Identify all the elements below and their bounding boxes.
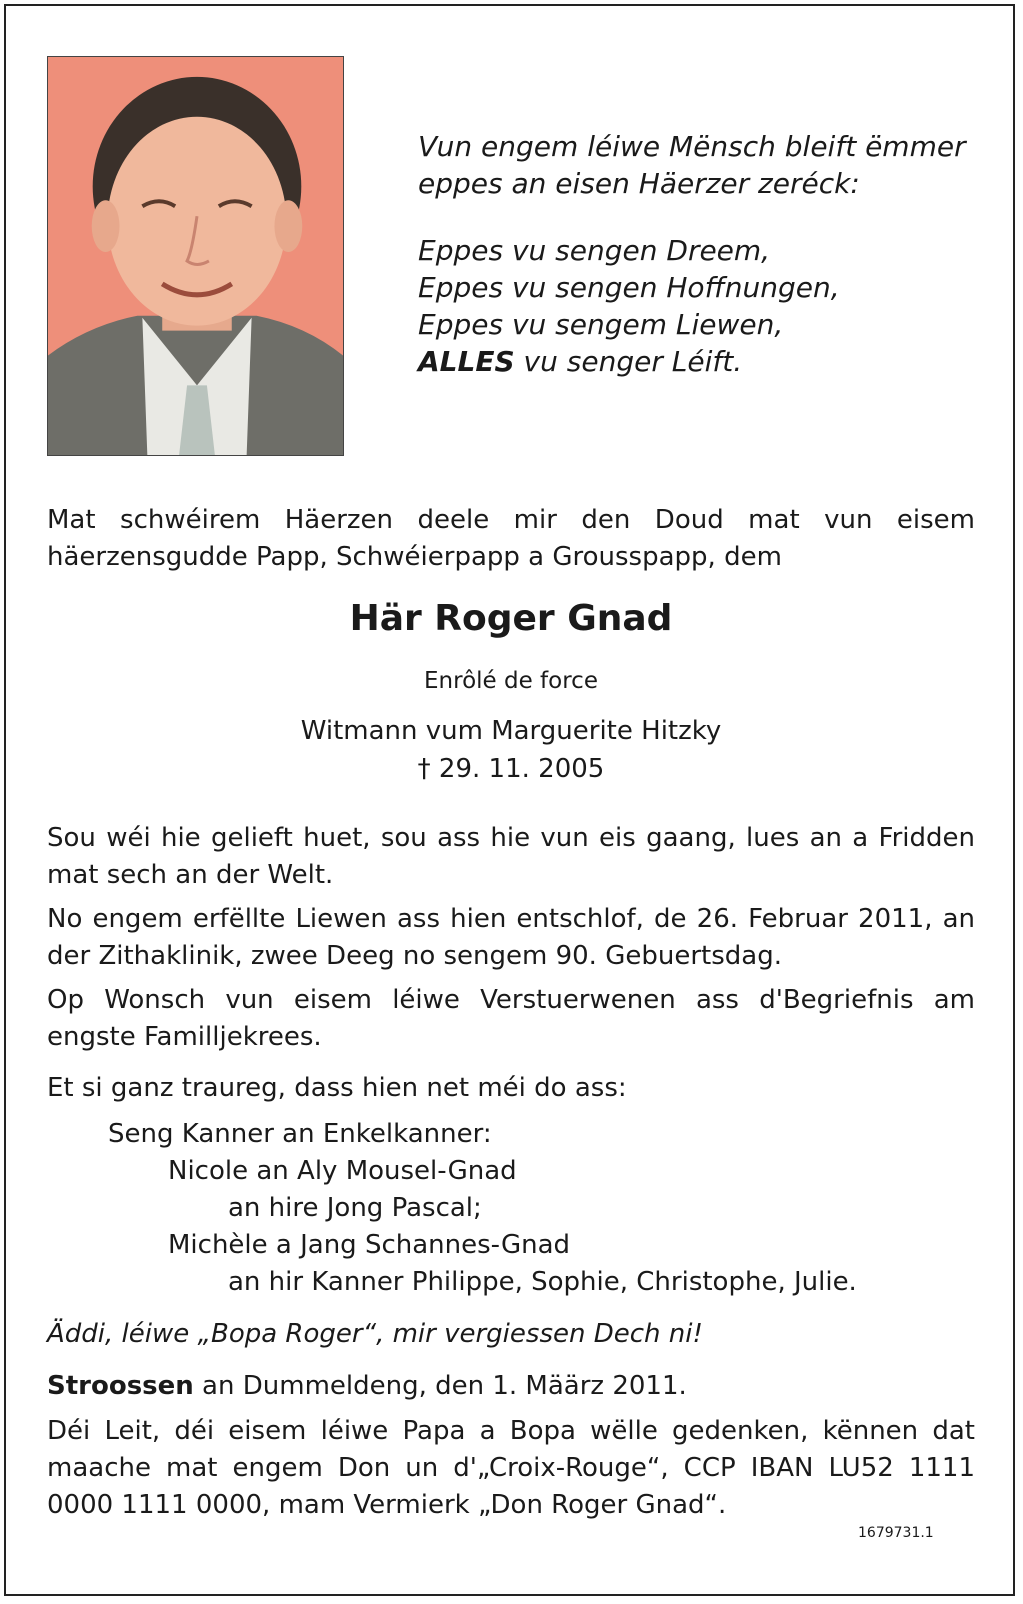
body-paragraph-2: No engem erfëllte Liewen ass hien entschlof, de 26. Februar 2011, an der Zithaklinik, zwee Deeg no sengem 90. Gebuertsdag. [47,904,975,971]
poem-line: Eppes vu sengen Hoffnungen, [418,271,840,304]
spouse-death-date: † 29. 11. 2005 [417,754,605,784]
family-child-2: Michèle a Jang Schannes-Gnad [168,1230,571,1260]
poem [418,128,966,380]
reference-number: 1679731.1 [858,1525,934,1541]
family-heading: Seng Kanner an Enkelkanner: [108,1119,492,1149]
place-date-line [47,1368,975,1405]
farewell-line: Äddi, léiwe „Bopa Roger“, mir vergiessen Dech ni! [47,1319,703,1349]
body-paragraph-4: Et si ganz traureg, dass hien net méi do ass: [47,1073,627,1103]
body-paragraph-1: Sou wéi hie gelieft huet, sou ass hie vun eis gaang, lues an a Fridden mat sech an der Welt. [47,823,975,890]
donation-text: Déi Leit, déi eisem léiwe Papa a Bopa wëlle gedenken, kënnen dat maache mat engem Don un d'„Croix-Rouge“, CCP IBAN LU52 1111 0000 1111 0000, mam Vermierk „Don Roger Gnad“. [47,1416,975,1520]
poem-emphasis: ALLES [418,345,515,378]
intro-text: Mat schwéirem Häerzen deele mir den Doud mat vun eisem häerzensgudde Papp, Schwéierpapp a Grousspapp, dem [47,505,975,572]
place-date: an Dummeldeng, den 1. Määrz 2011. [193,1371,687,1401]
poem-line: Eppes vu sengen Dreem, [418,234,771,267]
family-grandchildren-2: an hir Kanner Philippe, Sophie, Christophe, Julie. [228,1267,857,1297]
widower-line: Witmann vum Marguerite Hitzky [300,716,722,746]
place-name: Stroossen [47,1371,194,1401]
poem-line-rest: vu senger Léift. [514,345,743,378]
body-paragraph-3: Op Wonsch vun eisem léiwe Verstuerwenen ass d'Begriefnis am engste Familljekrees. [47,985,975,1052]
poem-line: eppes an eisen Häerzer zeréck: [418,167,860,200]
family-child-1: Nicole an Aly Mousel-Gnad [168,1156,517,1186]
family-grandchildren-1: an hire Jong Pascal; [228,1193,482,1223]
poem-line: Eppes vu sengem Liewen, [418,308,784,341]
deceased-note: Enrôlé de force [424,668,598,694]
portrait-photo [47,56,344,456]
deceased-name: Här Roger Gnad [349,598,673,639]
poem-line [418,343,966,380]
poem-line: Vun engem léiwe Mënsch bleift ëmmer [418,130,966,163]
